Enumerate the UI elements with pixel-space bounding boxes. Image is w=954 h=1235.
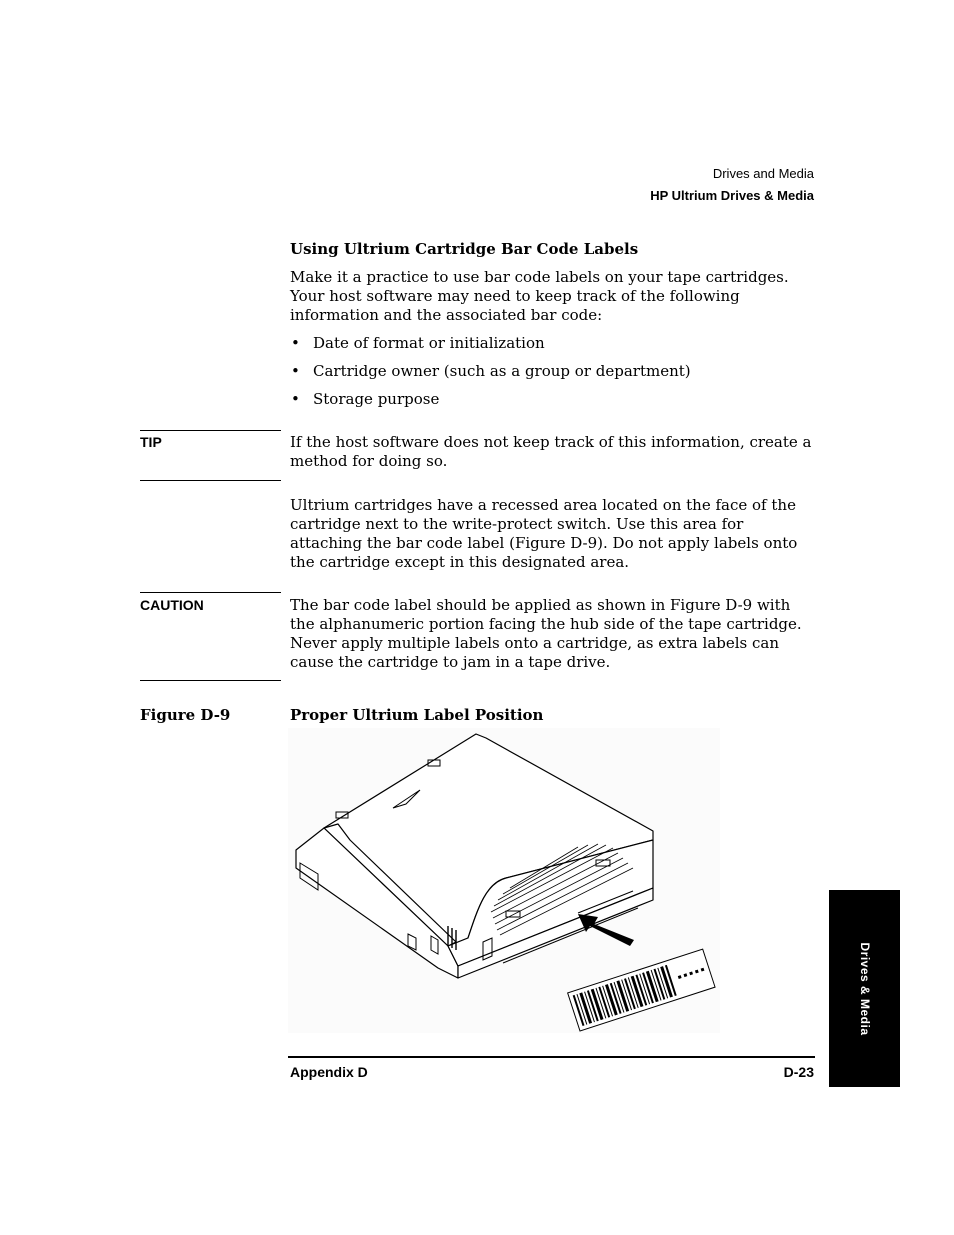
bullet-item: • Date of format or initialization <box>291 334 545 352</box>
running-header-chapter: Drives and Media <box>712 166 814 181</box>
tip-top-rule <box>140 430 281 431</box>
recess-paragraph: Ultrium cartridges have a recessed area located on the face of the cartridge next to the write-protect switch. Use this area for attaching the bar code label (Figure D-9). Do not apply labels onto the cartridge except in this designated area. <box>290 496 798 571</box>
chapter-thumb-tab <box>829 890 900 1087</box>
caution-label: CAUTION <box>140 597 204 613</box>
running-header-section: HP Ultrium Drives & Media <box>650 188 814 203</box>
footer-rule <box>288 1056 815 1058</box>
tip-label: TIP <box>140 434 162 450</box>
bullet-item: • Storage purpose <box>291 390 440 408</box>
figure-title: Proper Ultrium Label Position <box>290 706 544 724</box>
bullet-item: • Cartridge owner (such as a group or department) <box>291 362 691 380</box>
page-number: D-23 <box>783 1064 814 1080</box>
bullet-icon: • <box>291 362 300 380</box>
tip-bottom-rule <box>140 480 281 481</box>
info-bullet-list <box>290 334 815 418</box>
intro-paragraph: Make it a practice to use bar code labels on your tape cartridges. Your host software may need to keep track of the following information and the associated bar code: <box>290 268 789 324</box>
bullet-icon: • <box>291 334 300 352</box>
cartridge-illustration <box>288 728 720 1033</box>
caution-top-rule <box>140 592 281 593</box>
caution-text: The bar code label should be applied as shown in Figure D-9 with the alphanumeric portion facing the hub side of the tape cartridge. Never apply multiple labels onto a cartridge, as extra labels can cause the cartridge to jam in a tape drive. <box>290 596 802 671</box>
figure-label: Figure D-9 <box>140 706 231 724</box>
bullet-icon: • <box>291 390 300 408</box>
tip-text: If the host software does not keep track of this information, create a method for doing so. <box>290 433 812 470</box>
section-title: Using Ultrium Cartridge Bar Code Labels <box>290 240 639 258</box>
footer-appendix: Appendix D <box>290 1064 368 1080</box>
chapter-thumb-tab-label: Drives & Media <box>857 941 872 1036</box>
caution-bottom-rule <box>140 680 281 681</box>
